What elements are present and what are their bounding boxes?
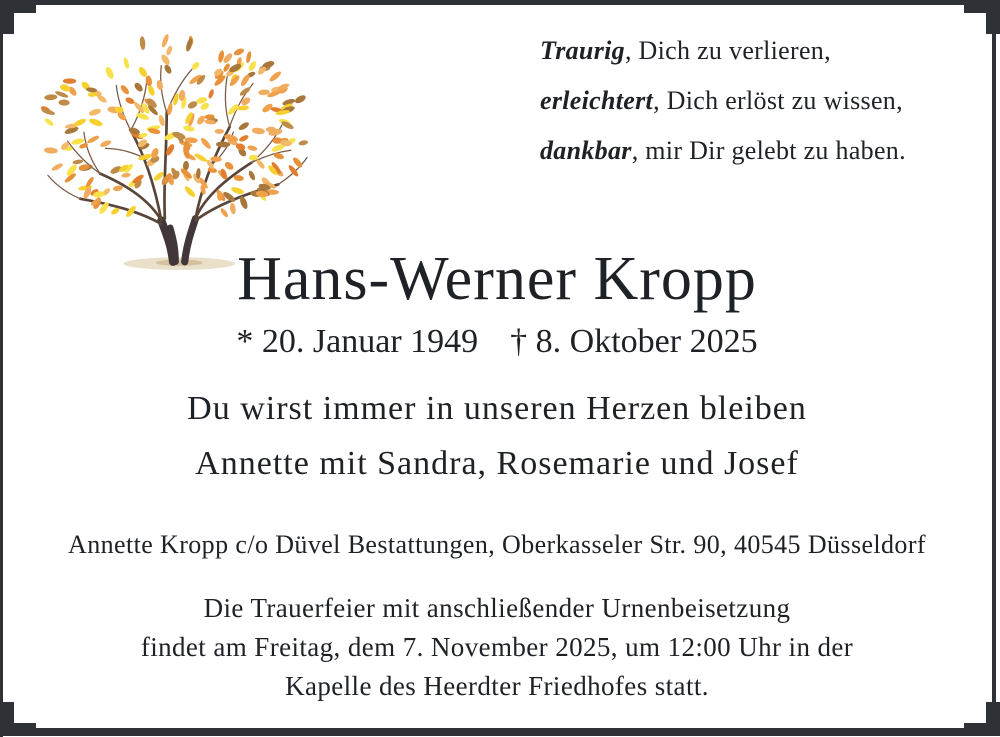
verse-block — [540, 26, 906, 176]
verse-lead-word: erleichtert — [540, 86, 654, 115]
birth-date: * 20. Januar 1949 — [236, 323, 479, 360]
service-line: Die Trauerfeier mit anschließender Urnenbeisetzung — [203, 593, 791, 623]
contact-line: Annette Kropp c/o Düvel Bestattungen, Oberkasseler Str. 90, 40545 Düsseldorf — [68, 530, 926, 559]
verse-lead-word: dankbar — [540, 136, 632, 165]
verse-rest: , Dich erlöst zu wissen, — [653, 86, 903, 115]
service-details — [0, 589, 994, 706]
deceased-name: Hans-Werner Kropp — [237, 245, 757, 313]
service-line: findet am Freitag, dem 7. November 2025, um 12:00 Uhr in der — [140, 632, 854, 662]
verse-line — [540, 26, 906, 76]
death-date: † 8. Oktober 2025 — [510, 323, 758, 360]
frame-bottom-edge — [0, 728, 1000, 736]
verse-line — [540, 76, 906, 126]
frame-corner-bottom-left — [0, 702, 36, 736]
service-line: Kapelle des Heerdter Friedhofes statt. — [285, 671, 709, 701]
verse-line — [540, 126, 906, 176]
verse-rest: , Dich zu verlieren, — [624, 36, 831, 65]
tribute-line: Du wirst immer in unseren Herzen bleiben — [187, 390, 807, 427]
frame-corner-bottom-right — [964, 702, 1000, 736]
frame-corner-top-left — [0, 0, 36, 34]
autumn-tree-icon — [24, 26, 322, 278]
verse-rest: , mir Dir gelebt zu haben. — [631, 136, 906, 165]
mourners-line: Annette mit Sandra, Rosemarie und Josef — [195, 445, 799, 482]
frame-corner-top-right — [964, 0, 1000, 34]
verse-lead-word: Traurig — [540, 36, 625, 65]
frame-top-edge — [0, 0, 1000, 5]
tree-leaves — [40, 33, 309, 218]
life-dates — [0, 322, 994, 362]
